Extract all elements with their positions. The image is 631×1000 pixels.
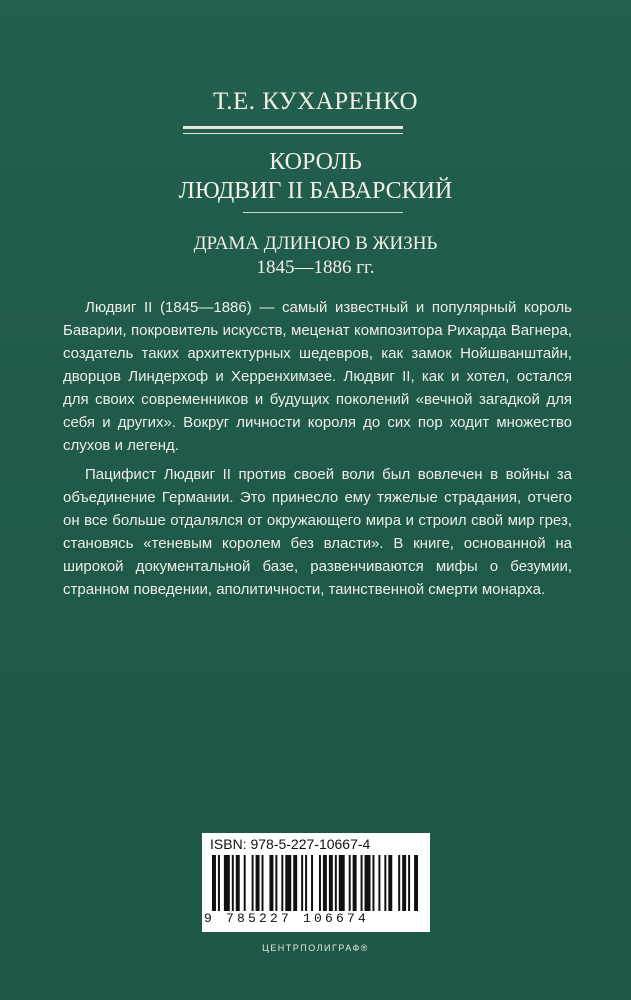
divider-thick (183, 126, 403, 129)
isbn-number: ISBN: 978-5-227-10667-4 (210, 836, 371, 852)
barcode-bar (256, 855, 260, 911)
barcode-bar (323, 855, 327, 911)
title-line-2: ЛЮДВИГ II БАВАРСКИЙ (178, 178, 453, 204)
barcode-bar (349, 855, 351, 911)
barcode-bar (252, 855, 254, 911)
barcode-bar (275, 855, 277, 911)
author-name: Т.Е. КУХАРЕНКО (212, 88, 419, 115)
book-title (0, 148, 631, 206)
barcode-bar (329, 855, 333, 911)
divider-title (243, 212, 403, 213)
barcode-bar (301, 855, 303, 911)
book-subtitle (0, 232, 631, 280)
title-line-1: КОРОЛЬ (269, 149, 362, 175)
barcode-bar (285, 855, 291, 911)
publisher-logo: ЦЕНТРПОЛИГРАФ® (262, 943, 369, 953)
barcode-bar (402, 855, 406, 911)
barcode-bar (218, 855, 220, 911)
barcode-bar (361, 855, 363, 911)
annotation-paragraph-1: Людвиг II (1845—1886) — самый известный и популярный король Баварии, покровитель искусств, меценат композитора Рихарда Вагнера, создатель таких архитектурных шедевров, как замок Нойшванштайн, дворцов Линдерхоф и Херренхимзее. Людвиг II, как и хотел, остался для своих современников и будущих поколений «вечной загадкой для себя и других». Вокруг личности короля до сих пор ходит множество слухов и легенд. (63, 299, 572, 454)
barcode-bar (335, 855, 337, 911)
barcode-bar (269, 855, 273, 911)
barcode-bar (293, 855, 297, 911)
barcode-bar (365, 855, 371, 911)
barcode-bar (414, 855, 418, 911)
barcode-bar (319, 855, 321, 911)
barcode-bar (378, 855, 380, 911)
subtitle-line-1: ДРАМА ДЛИНОЮ В ЖИЗНЬ (193, 233, 438, 254)
barcode-bar (262, 855, 264, 911)
annotation-text (63, 296, 572, 607)
barcode-bar (305, 855, 307, 911)
divider-thin (183, 133, 403, 134)
barcode-bar (281, 855, 283, 911)
barcode-bar (232, 855, 234, 911)
barcode-bar (236, 855, 240, 911)
barcode-bar (408, 855, 410, 911)
barcode-bar (384, 855, 386, 911)
barcode-bar (398, 855, 400, 911)
subtitle-years: 1845—1886 гг. (256, 257, 375, 278)
barcode-bar (311, 855, 313, 911)
barcode-bar (388, 855, 392, 911)
barcode-digits: 9 785227 106674 (204, 911, 370, 926)
barcode-label (202, 833, 430, 932)
barcode-bar (244, 855, 246, 911)
barcode-bar (212, 855, 216, 911)
barcode-bar (353, 855, 357, 911)
barcode-bar (372, 855, 374, 911)
annotation-paragraph-2: Пацифист Людвиг II против своей воли был вовлечен в войны за объединение Германии. Это принесло ему тяжелые страдания, отчего он все больше отдалялся от окружающего мира и строил свой мир грез, становясь «теневым королем без власти». В книге, основанной на широкой документальной базе, развенчиваются мифы о безумии, странном поведении, аполитичности, таинственной смерти монарха. (63, 466, 572, 598)
barcode-bar (224, 855, 230, 911)
barcode-bars (212, 855, 420, 911)
barcode-bar (339, 855, 345, 911)
